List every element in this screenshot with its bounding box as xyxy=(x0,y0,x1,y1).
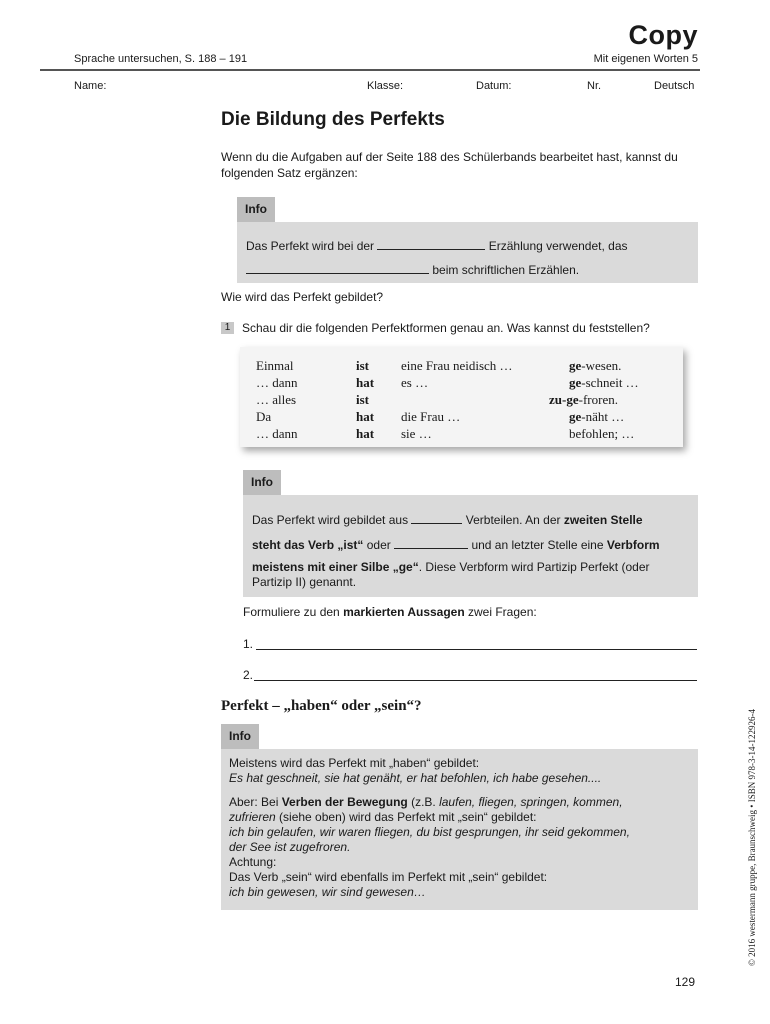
info1-line2: beim schriftlichen Erzählen. xyxy=(246,261,579,277)
answer-line-2[interactable] xyxy=(254,679,697,681)
example-auxiliary: hat xyxy=(356,409,375,424)
example-sentences xyxy=(240,347,683,447)
subject-label: Deutsch xyxy=(654,80,695,92)
task1-text: Schau dir die folgenden Perfektformen genau an. Was kannst du feststellen? xyxy=(242,321,650,335)
example-participle: befohlen; … xyxy=(569,426,635,441)
example-subject: … dann xyxy=(256,375,298,390)
question-text: Wie wird das Perfekt gebildet? xyxy=(221,290,384,304)
section-title: Perfekt – „haben“ oder „sein“? xyxy=(221,698,422,714)
info2-line2: steht das Verb „ist“ oder und an letzter Stelle eine Verbform xyxy=(252,538,660,552)
fill-blank[interactable] xyxy=(246,261,429,274)
example-object: die Frau … xyxy=(401,409,461,424)
header-source: Sprache untersuchen, S. 188 – 191 xyxy=(74,53,248,65)
info2-line3: meistens mit einer Silbe „ge“. Diese Verbform wird Partizip Perfekt (oder xyxy=(252,560,650,574)
task2-text: Formuliere zu den markierten Aussagen zwei Fragen: xyxy=(243,605,537,619)
task-number-badge: 1 xyxy=(221,322,234,334)
datum-label: Datum: xyxy=(476,80,512,92)
example-participle: ge-wesen. xyxy=(569,358,622,373)
example-auxiliary: ist xyxy=(356,358,369,373)
info2-line1: Das Perfekt wird gebildet aus Verbteilen. An der zweiten Stelle xyxy=(252,513,643,527)
example-object: eine Frau neidisch … xyxy=(401,358,513,373)
answer-line-1[interactable] xyxy=(256,648,697,650)
fill-blank[interactable] xyxy=(377,237,485,250)
example-subject: Da xyxy=(256,409,272,424)
example-subject: … dann xyxy=(256,426,298,441)
nr-label: Nr. xyxy=(587,80,602,92)
answer-number-1: 1. xyxy=(243,637,254,651)
fill-blank[interactable] xyxy=(394,536,468,549)
info3-body: Meistens wird das Perfekt mit „haben“ gebildet: Es hat geschneit, sie hat genäht, er hat befohlen, ich habe gesehen.... Aber: Bei Verben der Bewegung (z.B. laufen, fliegen, springen, kommen, zufrieren (siehe oben) wird das Perfekt mit „sein“ gebildet: ich bin gelaufen, wir waren fliegen, du bist gesprungen, ihr seid gekommen, der See ist zugefroren. Achtung: Das Verb „sein“ wird ebenfalls im Perfekt mit „sein“ gebildet: ich bin gewesen, wir sind gewesen… xyxy=(229,756,630,899)
info-tag: Info xyxy=(237,197,275,222)
example-subject: Einmal xyxy=(256,358,294,373)
example-auxiliary: ist xyxy=(356,392,369,407)
info-box-2 xyxy=(243,495,698,597)
intro-text: Wenn du die Aufgaben auf der Seite 188 des Schülerbands bearbeitet hast, kannst du folgenden Satz ergänzen: xyxy=(221,150,678,180)
header-book-title: Mit eigenen Worten 5 xyxy=(593,53,698,65)
info-box-1 xyxy=(237,222,698,283)
header-divider xyxy=(40,69,700,71)
info1-line1: Das Perfekt wird bei der Erzählung verwendet, das xyxy=(246,239,628,253)
example-auxiliary: hat xyxy=(356,375,375,390)
info2-line4: Partizip II) genannt. xyxy=(252,575,357,589)
info-tag: Info xyxy=(243,470,281,495)
info-box-3 xyxy=(221,749,698,910)
example-object: sie … xyxy=(401,426,432,441)
example-participle: zu-ge-froren. xyxy=(549,392,618,407)
fill-blank[interactable] xyxy=(411,511,462,524)
info-tag: Info xyxy=(221,724,259,749)
copyright-notice: © 2016 westermann gruppe, Braunschweig • ISBN 978-3-14-122926-4 xyxy=(747,709,757,966)
copy-stamp: Copy xyxy=(628,20,698,50)
example-auxiliary: hat xyxy=(356,426,375,441)
page-number: 129 xyxy=(674,975,695,989)
example-participle: ge-schneit … xyxy=(569,375,639,390)
answer-number-2: 2. xyxy=(243,668,254,682)
name-label: Name: xyxy=(74,80,107,92)
example-participle: ge-näht … xyxy=(569,409,625,424)
example-object: es … xyxy=(401,375,429,390)
klasse-label: Klasse: xyxy=(367,80,404,92)
example-subject: … alles xyxy=(256,392,297,407)
page-title: Die Bildung des Perfekts xyxy=(221,109,445,130)
